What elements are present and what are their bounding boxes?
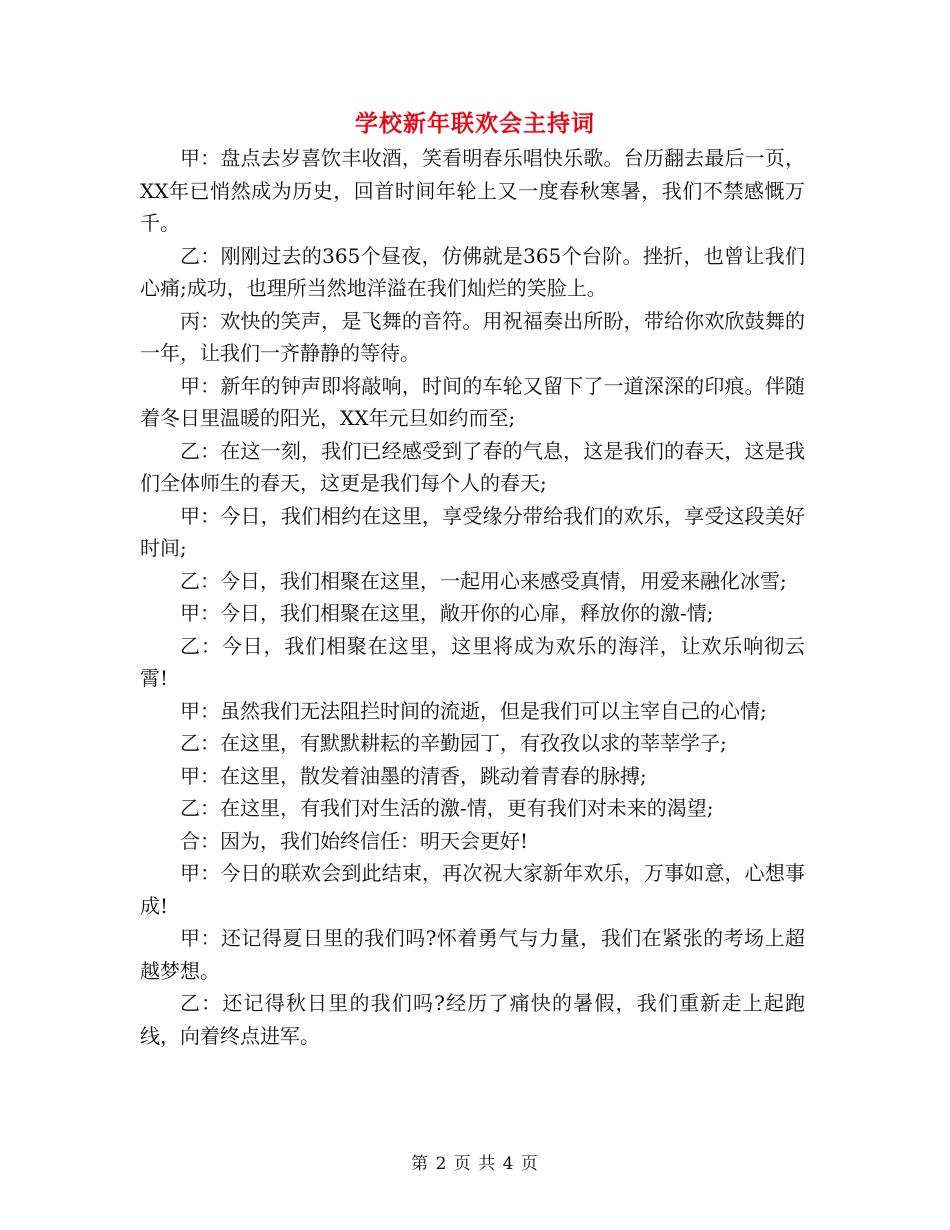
paragraph-4: 甲：新年的钟声即将敲响，时间的车轮又留下了一道深深的印痕。伴随着冬日里温暖的阳光，XX年元旦如约而至; (140, 373, 805, 430)
paragraph-8: 甲：今日，我们相聚在这里，敞开你的心扉，释放你的激-情; (180, 601, 714, 625)
paragraph-14: 合：因为，我们始终信任：明天会更好! (180, 828, 529, 853)
paragraph-13: 乙：在这里，有我们对生活的激-情，更有我们对未来的渴望; (180, 796, 714, 820)
paragraph-17: 乙：还记得秋日里的我们吗?经历了痛快的暑假，我们重新走上起跑线，向着终点进军。 (140, 991, 805, 1048)
paragraph-1: 甲：盘点去岁喜饮丰收酒，笑看明春乐唱快乐歌。台历翻去最后一页，XX年已悄然成为历史，回首时间年轮上又一度春秋寒暑，我们不禁感慨万千。 (140, 146, 805, 235)
paragraph-10: 甲：虽然我们无法阻拦时间的流逝，但是我们可以主宰自己的心情; (180, 698, 767, 723)
paragraph-15: 甲：今日的联欢会到此结束，再次祝大家新年欢乐，万事如意，心想事成! (140, 861, 805, 918)
paragraph-5: 乙：在这一刻，我们已经感受到了春的气息，这是我们的春天，这是我们全体师生的春天，这更是我们每个人的春天; (140, 438, 805, 495)
document-title: 学校新年联欢会主持词 (355, 110, 595, 137)
paragraph-9: 乙：今日，我们相聚在这里，这里将成为欢乐的海洋，让欢乐响彻云霄! (140, 633, 805, 690)
paragraph-3: 丙：欢快的笑声，是飞舞的音符。用祝福奏出所盼，带给你欢欣鼓舞的一年，让我们一齐静静的等待。 (140, 308, 805, 365)
paragraph-11: 乙：在这里，有默默耕耘的辛勤园丁，有孜孜以求的莘莘学子; (180, 731, 727, 755)
paragraph-2: 乙：刚刚过去的365个昼夜，仿佛就是365个台阶。挫折，也曾让我们心痛;成功，也理所当然地洋溢在我们灿烂的笑脸上。 (140, 243, 805, 300)
paragraph-7: 乙：今日，我们相聚在这里，一起用心来感受真情，用爱来融化冰雪; (180, 568, 787, 593)
document-body (140, 142, 805, 1052)
paragraph-12: 甲：在这里，散发着油墨的清香，跳动着青春的脉搏; (180, 763, 647, 788)
paragraph-6: 甲：今日，我们相约在这里，享受缘分带给我们的欢乐，享受这段美好时间; (140, 503, 805, 560)
paragraph-16: 甲：还记得夏日里的我们吗?怀着勇气与力量，我们在紧张的考场上超越梦想。 (140, 926, 805, 983)
page-number: 第 2 页 共 4 页 (411, 1154, 539, 1174)
